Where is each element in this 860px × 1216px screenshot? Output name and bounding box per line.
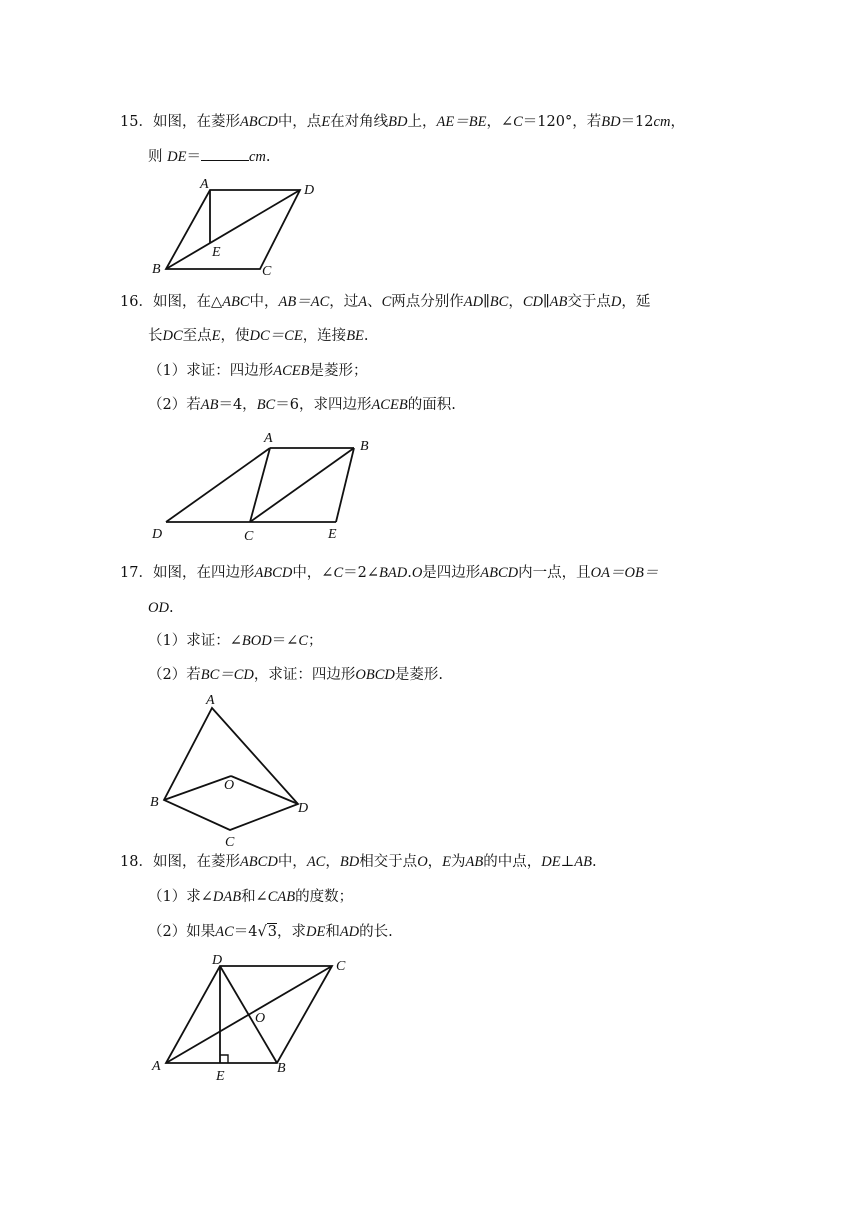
- q18-label-e: E: [216, 1069, 225, 1084]
- q17-sub-2: （2）若BC＝CD，求证：四边形OBCD是菱形.: [148, 667, 443, 683]
- q17-label-d: D: [298, 801, 309, 816]
- q15-label-b: B: [152, 262, 161, 277]
- q17-label-a: A: [206, 693, 215, 708]
- q18-right-angle-mark: [220, 1055, 228, 1063]
- q18-label-o: O: [255, 1011, 266, 1026]
- q18-sub-2: （2）如果AC＝4√3，求DE和AD的长.: [148, 924, 393, 940]
- q15-line-1: 15．如图，在菱形ABCD中，点E在对角线BD上，AE＝BE，∠C＝120°，若BD＝12cm，: [120, 114, 685, 130]
- q16-label-a: A: [264, 431, 273, 446]
- answer-blank[interactable]: [201, 146, 249, 161]
- q15-line-2: 则 DE＝ cm.: [148, 146, 270, 167]
- q18-diagonal-bd: [220, 966, 277, 1063]
- q18-figure: [150, 950, 360, 1085]
- q18-label-a: A: [152, 1059, 161, 1074]
- q17-label-b: B: [150, 795, 159, 810]
- q17-line-1: 17．如图，在四边形ABCD中，∠C＝2∠BAD.O是四边形ABCD内一点，且OA＝OB＝: [120, 565, 659, 581]
- q17-line-2: OD.: [148, 600, 174, 616]
- q18-label-d: D: [212, 953, 223, 968]
- q17-sub-1: （1）求证：∠BOD＝∠C；: [148, 633, 323, 649]
- sqrt-radical: √: [257, 924, 267, 940]
- q15-label-c: C: [262, 264, 272, 279]
- q15-label-a: A: [200, 177, 209, 192]
- q15-figure: [150, 172, 330, 282]
- q18-label-b: B: [277, 1061, 286, 1076]
- q18-line-1: 18．如图，在菱形ABCD中，AC，BD相交于点O，E为AB的中点，DE⊥AB.: [120, 854, 597, 870]
- q16-sub-2: （2）若AB＝4，BC＝6，求四边形ACEB的面积.: [148, 397, 456, 413]
- q16-figure: [150, 428, 390, 546]
- q16-label-e: E: [328, 527, 337, 542]
- q15-label-d: D: [304, 183, 315, 198]
- q16-line-da: [166, 448, 270, 522]
- q15-label-e: E: [212, 245, 221, 260]
- q16-line-2: 长DC至点E，使DC＝CE，连接BE.: [148, 328, 369, 344]
- q17-label-o: O: [224, 778, 235, 793]
- q16-sub-1: （1）求证：四边形ACEB是菱形；: [148, 363, 368, 379]
- q18-label-c: C: [336, 959, 346, 974]
- q18-sub-1: （1）求∠DAB和∠CAB的度数；: [148, 889, 354, 905]
- q17-label-c: C: [225, 835, 235, 850]
- q16-label-c: C: [244, 529, 254, 544]
- q17-figure: [148, 694, 328, 854]
- sqrt-radicand: 3: [267, 924, 277, 940]
- q16-line-1: 16．如图，在△ABC中，AB＝AC，过A、C两点分别作AD∥BC，CD∥AB交于点D，延: [120, 294, 651, 310]
- q17-quadrilateral: [164, 708, 298, 830]
- q16-label-d: D: [152, 527, 163, 542]
- q17-line-od: [231, 776, 298, 804]
- q16-label-b: B: [360, 439, 369, 454]
